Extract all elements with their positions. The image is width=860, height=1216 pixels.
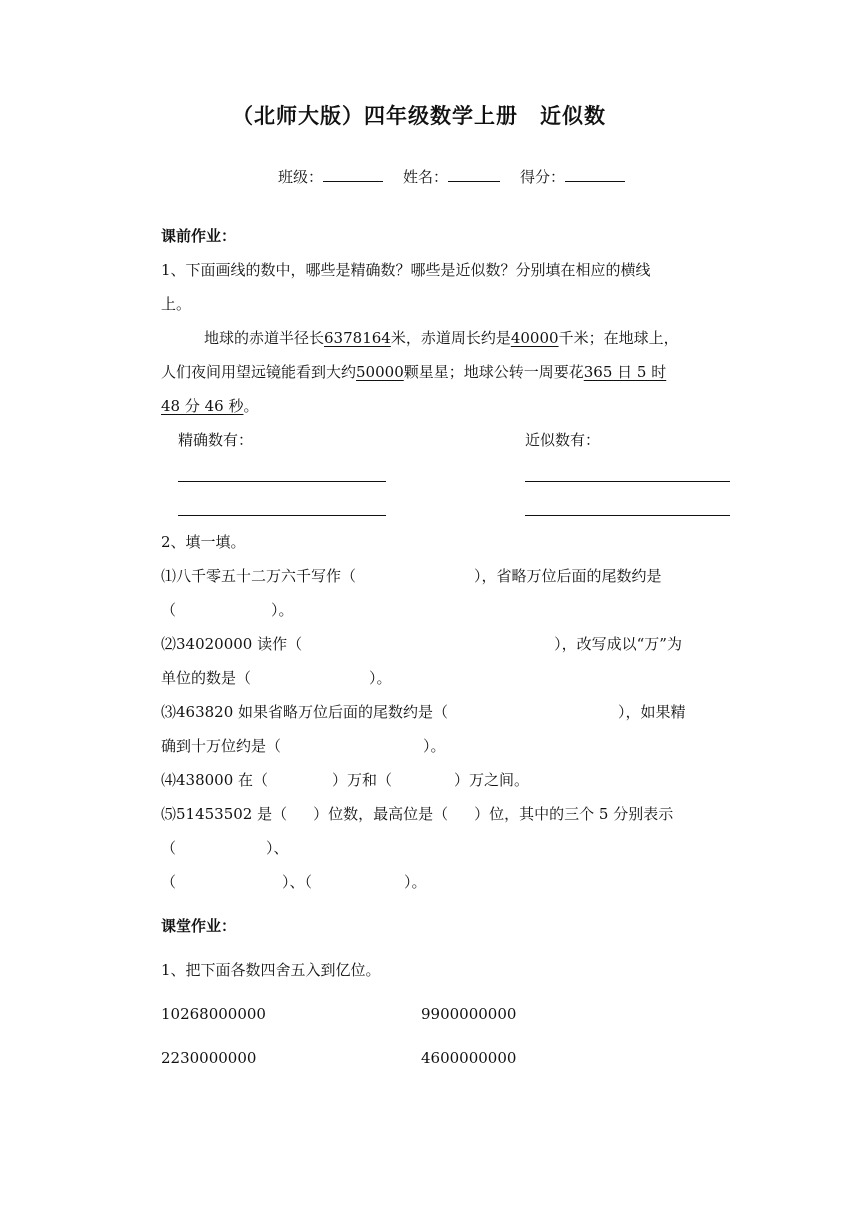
page-title: （北师大版）四年级数学上册 近似数 bbox=[232, 104, 606, 128]
exact-answer-line-1[interactable] bbox=[178, 481, 386, 482]
item-text: ），如果精 bbox=[618, 703, 686, 721]
passage-text: 米，赤道周长约是 bbox=[390, 329, 511, 347]
item-text: ⑷438000 在（ bbox=[161, 771, 269, 789]
passage-text: 地球的赤道半径长 bbox=[204, 329, 325, 347]
passage-text: 。 bbox=[243, 397, 259, 415]
item-text: ）万和（ bbox=[332, 771, 393, 789]
item-text: ）。 bbox=[404, 873, 427, 891]
passage-text: 颗星星；地球公转一周要花 bbox=[403, 363, 584, 381]
underlined-number-circumference: 40000 bbox=[510, 329, 559, 347]
q2-item2-line2 bbox=[161, 668, 392, 688]
item-text: ）。 bbox=[423, 737, 446, 755]
q2-item5-line2 bbox=[161, 838, 289, 858]
score-label: 得分： bbox=[520, 168, 566, 186]
q2-heading: 2、填一填。 bbox=[161, 533, 246, 551]
item-text: ）位，其中的三个 5 分别表示 bbox=[474, 805, 674, 823]
name-label: 姓名： bbox=[403, 168, 449, 186]
section-heading-pre-class: 课前作业： bbox=[161, 227, 237, 245]
item-text: ⑶463820 如果省略万位后面的尾数约是（ bbox=[161, 703, 449, 721]
q2-item5-line3 bbox=[161, 872, 427, 892]
item-text: ⑵34020000 读作（ bbox=[161, 635, 303, 653]
item-text: ⑸51453502 是（ bbox=[161, 805, 288, 823]
item-text: 确到十万位约是（ bbox=[161, 737, 282, 755]
passage-text: 人们夜间用望远镜能看到大约 bbox=[161, 363, 357, 381]
item-text: ）、 bbox=[266, 839, 289, 857]
s2-number-1: 10268000000 bbox=[161, 1005, 266, 1023]
q2-item3-line1 bbox=[161, 702, 686, 722]
item-text: ）。 bbox=[369, 669, 392, 687]
q2-item1-line2 bbox=[161, 600, 294, 620]
class-label: 班级： bbox=[278, 168, 324, 186]
item-text: ）万之间。 bbox=[454, 771, 530, 789]
item-text: （ bbox=[161, 601, 177, 619]
item-text: ⑴八千零五十二万六千写作（ bbox=[161, 567, 357, 585]
q1-passage-line2 bbox=[161, 362, 666, 382]
item-text: 单位的数是（ bbox=[161, 669, 252, 687]
q2-item5-line1 bbox=[161, 804, 673, 824]
class-blank[interactable] bbox=[323, 165, 383, 182]
approx-answer-line-2[interactable] bbox=[525, 515, 730, 516]
name-blank[interactable] bbox=[448, 165, 500, 182]
q1-passage-line1 bbox=[204, 328, 679, 348]
s2-number-2: 9900000000 bbox=[421, 1005, 517, 1023]
item-text: ）。 bbox=[271, 601, 294, 619]
underlined-number-radius: 6378164 bbox=[324, 329, 391, 347]
score-blank[interactable] bbox=[565, 165, 625, 182]
item-text: ），改写成以“万”为 bbox=[554, 635, 682, 653]
item-text: （ bbox=[161, 873, 177, 891]
underlined-number-orbit-part2: 48 分 46 秒 bbox=[161, 397, 244, 415]
q2-item1-line1 bbox=[161, 566, 662, 586]
section-heading-in-class: 课堂作业： bbox=[161, 917, 237, 935]
approx-answer-line-1[interactable] bbox=[525, 481, 730, 482]
q1-passage-line3 bbox=[161, 396, 259, 416]
item-text: ），省略万位后面的尾数约是 bbox=[474, 567, 662, 585]
exact-answer-line-2[interactable] bbox=[178, 515, 386, 516]
passage-text: 千米；在地球上， bbox=[558, 329, 679, 347]
item-text: ）位数，最高位是（ bbox=[313, 805, 449, 823]
q1-prompt-line2: 上。 bbox=[161, 295, 192, 313]
item-text: ）、（ bbox=[282, 873, 313, 891]
s2-q1-prompt: 1、把下面各数四舍五入到亿位。 bbox=[161, 961, 381, 979]
q2-item4 bbox=[161, 770, 529, 790]
s2-number-3: 2230000000 bbox=[161, 1049, 257, 1067]
s2-number-4: 4600000000 bbox=[421, 1049, 517, 1067]
exact-numbers-label: 精确数有： bbox=[178, 431, 254, 449]
q2-item2-line1 bbox=[161, 634, 682, 654]
item-text: （ bbox=[161, 839, 177, 857]
q1-prompt-line1: 1、下面画线的数中，哪些是精确数？哪些是近似数？分别填在相应的横线 bbox=[161, 261, 651, 279]
approx-numbers-label: 近似数有： bbox=[525, 431, 601, 449]
student-info-row bbox=[278, 165, 625, 187]
underlined-number-stars: 50000 bbox=[356, 363, 404, 381]
underlined-number-orbit-part1: 365 日 5 时 bbox=[583, 363, 667, 381]
q2-item3-line2 bbox=[161, 736, 446, 756]
